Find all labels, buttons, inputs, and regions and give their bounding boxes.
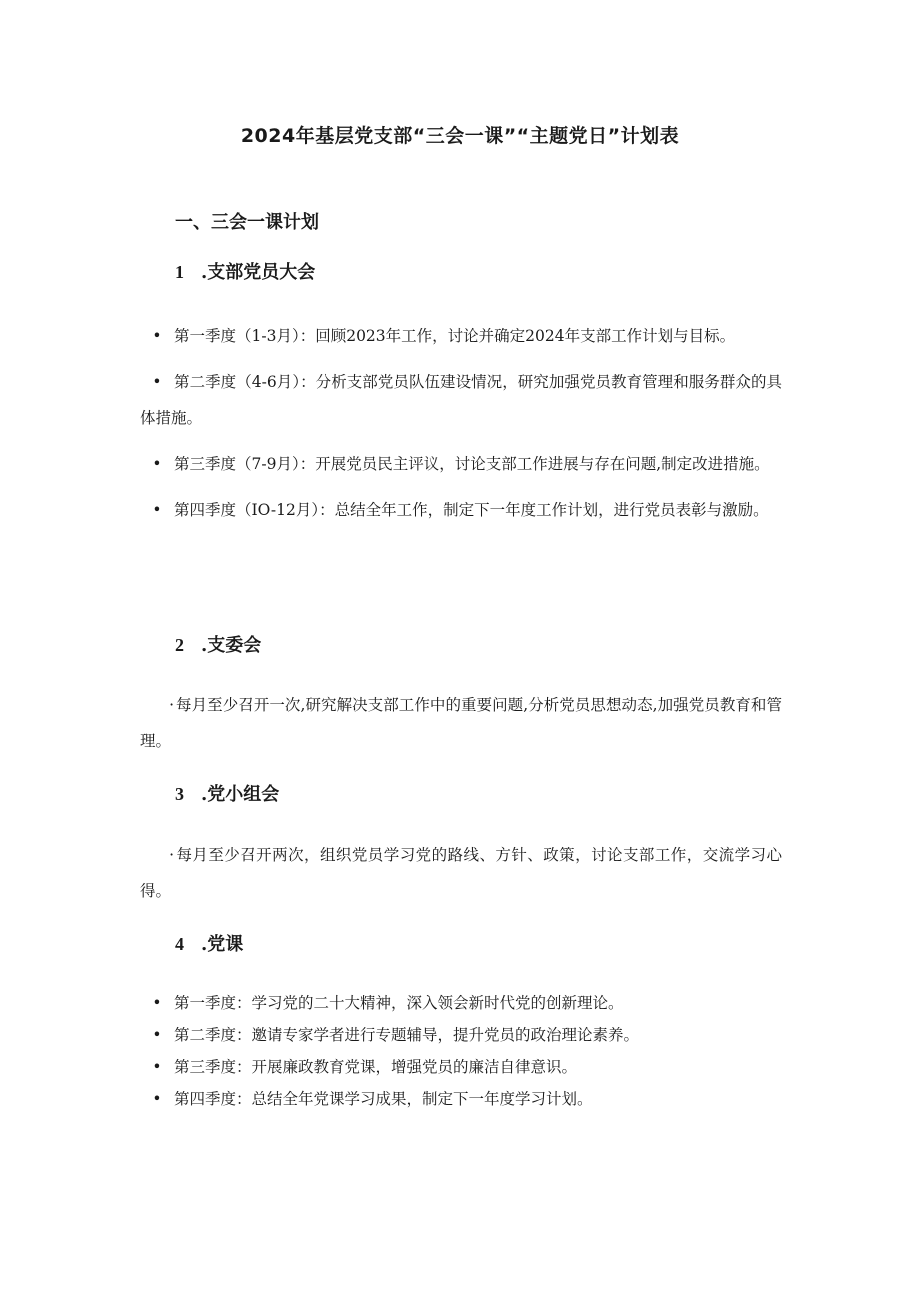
section-heading: 一、三会一课计划 bbox=[175, 212, 319, 233]
dot-icon: · bbox=[169, 846, 174, 864]
bullet-icon: • bbox=[152, 501, 162, 519]
subheading-party-lecture bbox=[175, 930, 243, 956]
list-item: • 第二季度（4-6月）：分析支部党员队伍建设情况，研究加强党员教育管理和服务群众的具体措施。 bbox=[140, 364, 782, 436]
bullet-icon: • bbox=[152, 1058, 162, 1076]
subheading-number: 2 bbox=[175, 635, 184, 655]
list-item: • 第一季度：学习党的二十大精神，深入领会新时代党的创新理论。 bbox=[140, 987, 782, 1019]
party-lecture-list bbox=[140, 987, 782, 1115]
list-item: • 第一季度（1-3月）：回顾2023年工作，讨论并确定2024年支部工作计划与目标。 bbox=[140, 318, 782, 354]
subheading-number: 4 bbox=[175, 934, 184, 954]
bullet-icon: • bbox=[152, 373, 162, 391]
dot-icon: · bbox=[169, 696, 174, 714]
group-meeting-text: · 每月至少召开两次，组织党员学习党的路线、方针、政策，讨论支部工作，交流学习心得。 bbox=[140, 837, 782, 909]
subheading-label: .支委会 bbox=[201, 635, 262, 656]
subheading-branch-meeting bbox=[175, 258, 315, 284]
list-item: • 第三季度：开展廉政教育党课，增强党员的廉洁自律意识。 bbox=[140, 1051, 782, 1083]
subheading-label: .党小组会 bbox=[201, 784, 280, 805]
subheading-group-meeting bbox=[175, 780, 279, 806]
subheading-label: .党课 bbox=[201, 934, 244, 955]
list-item: • 第三季度（7-9月）：开展党员民主评议，讨论支部工作进展与存在问题,制定改进措施。 bbox=[140, 446, 782, 482]
bullet-icon: • bbox=[152, 994, 162, 1012]
subheading-number: 1 bbox=[175, 262, 184, 282]
list-item: • 第四季度（IO-12月）：总结全年工作，制定下一年度工作计划，进行党员表彰与激励。 bbox=[140, 492, 782, 528]
list-item: • 第二季度：邀请专家学者进行专题辅导，提升党员的政治理论素养。 bbox=[140, 1019, 782, 1051]
list-item: • 第四季度：总结全年党课学习成果，制定下一年度学习计划。 bbox=[140, 1083, 782, 1115]
page-title: 2024年基层党支部“三会一课”“主题党日”计划表 bbox=[240, 125, 680, 147]
bullet-icon: • bbox=[152, 1026, 162, 1044]
bullet-icon: • bbox=[152, 327, 162, 345]
bullet-icon: • bbox=[152, 1090, 162, 1108]
subheading-number: 3 bbox=[175, 784, 184, 804]
branch-meeting-list bbox=[140, 318, 782, 538]
bullet-icon: • bbox=[152, 455, 162, 473]
subheading-committee bbox=[175, 631, 261, 657]
subheading-label: .支部党员大会 bbox=[201, 262, 316, 283]
committee-text: · 每月至少召开一次,研究解决支部工作中的重要问题,分析党员思想动态,加强党员教育和管理。 bbox=[140, 687, 782, 759]
